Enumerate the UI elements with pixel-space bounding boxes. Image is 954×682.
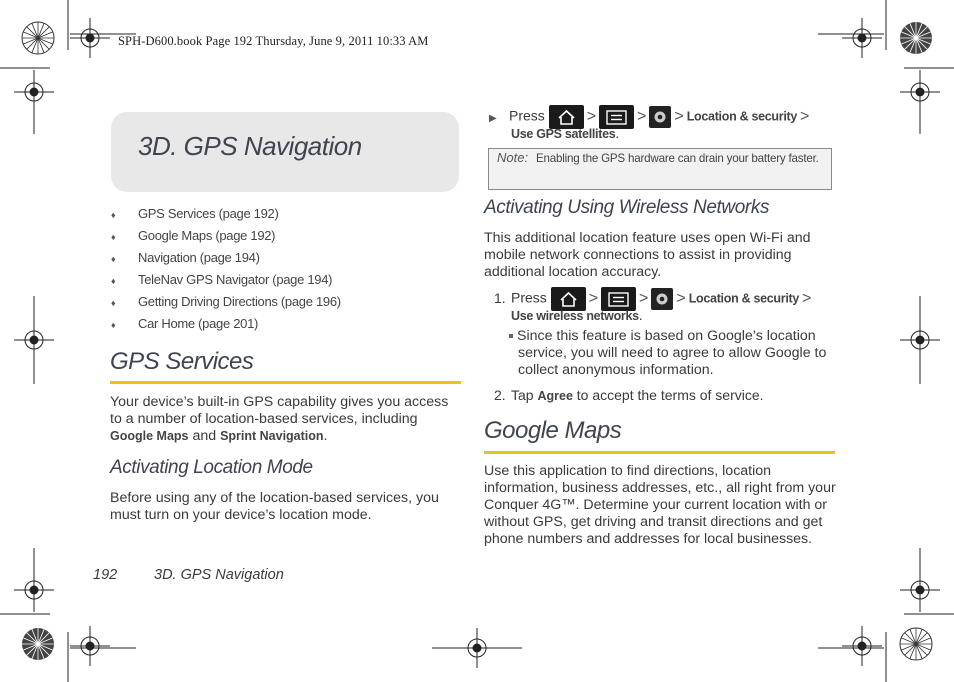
registration-mark-icon [14, 72, 54, 112]
color-wheel-icon [22, 628, 54, 660]
arrow-bullet-icon: ▶ [489, 112, 497, 124]
registration-mark-icon [70, 626, 110, 666]
diamond-bullet-icon: ♦ [111, 254, 116, 264]
registration-mark-icon [14, 570, 54, 610]
google-maps-paragraph: Use this application to find directions, location information, business addresses, etc., all right from your Conquer 4G™. Determine your current location with or without GPS, get driving and transit directions and get phone numbers and addresses for local businesses. [484, 463, 836, 547]
activating-location-paragraph: Before using any of the location-based services, you must turn on your device’s location mode. [110, 490, 439, 523]
square-bullet-icon [509, 334, 513, 338]
wireless-heading: Activating Using Wireless Networks [484, 197, 770, 218]
book-header: SPH-D600.book Page 192 Thursday, June 9, 2011 10:33 AM [118, 34, 429, 48]
settings-icon [649, 106, 671, 128]
registration-mark-icon [14, 320, 54, 360]
gps-step-path: Use GPS satellites. [511, 125, 620, 141]
list-item[interactable]: ♦ TeleNav GPS Navigator (page 194) [111, 272, 333, 287]
registration-mark-icon [70, 18, 110, 58]
diamond-bullet-icon: ♦ [111, 210, 116, 220]
chapter-title: 3D. GPS Navigation [138, 131, 362, 161]
registration-mark-icon [842, 18, 882, 58]
color-wheel-icon [900, 22, 932, 54]
note-label: Note: [497, 150, 529, 165]
wireless-step-1: 1. Press > > > Location & security > [494, 287, 814, 311]
diamond-bullet-icon: ♦ [111, 320, 116, 330]
diamond-bullet-icon: ♦ [111, 298, 116, 308]
list-item[interactable]: ♦ Getting Driving Directions (page 196) [111, 294, 341, 309]
activating-location-heading: Activating Location Mode [110, 457, 313, 478]
note-text: Enabling the GPS hardware can drain your battery faster. [536, 152, 819, 165]
wireless-sub-bullet: Since this feature is based on Google’s location service, you will need to agree to allow Google to collect anonymous information. [509, 328, 839, 379]
list-item[interactable]: ♦ Google Maps (page 192) [111, 228, 276, 243]
wireless-step-2: 2. Tap Agree to accept the terms of service. [494, 387, 764, 403]
footer-section: 3D. GPS Navigation [154, 567, 284, 583]
gps-services-heading: GPS Services [110, 348, 254, 375]
wireless-step-path: Use wireless networks. [511, 307, 643, 323]
registration-mark-icon [900, 320, 940, 360]
registration-mark-icon [457, 628, 497, 668]
heading-rule [484, 451, 835, 454]
google-maps-heading: Google Maps [484, 417, 622, 444]
list-item[interactable]: ♦ Car Home (page 201) [111, 316, 259, 331]
registration-mark-icon [842, 626, 882, 666]
wireless-paragraph: This additional location feature uses open Wi-Fi and mobile network connections to assist in providing additional location accuracy. [484, 230, 811, 280]
settings-icon [651, 288, 673, 310]
page-number: 192 [93, 567, 118, 583]
gps-services-paragraph: Your device’s built-in GPS capability gives you access to a number of location-based services, including Google Maps and Sprint Navigation. [110, 394, 449, 444]
color-wheel-icon [900, 628, 932, 660]
color-wheel-icon [22, 22, 54, 54]
list-item[interactable]: ♦ Navigation (page 194) [111, 250, 260, 265]
diamond-bullet-icon: ♦ [111, 276, 116, 286]
registration-mark-icon [900, 570, 940, 610]
diamond-bullet-icon: ♦ [111, 232, 116, 242]
heading-rule [110, 381, 461, 384]
registration-mark-icon [900, 72, 940, 112]
chapter-contents [110, 206, 450, 338]
list-item[interactable]: ♦ GPS Services (page 192) [111, 206, 279, 221]
gps-step: ▶ Press > > > Location & security > [489, 105, 812, 129]
